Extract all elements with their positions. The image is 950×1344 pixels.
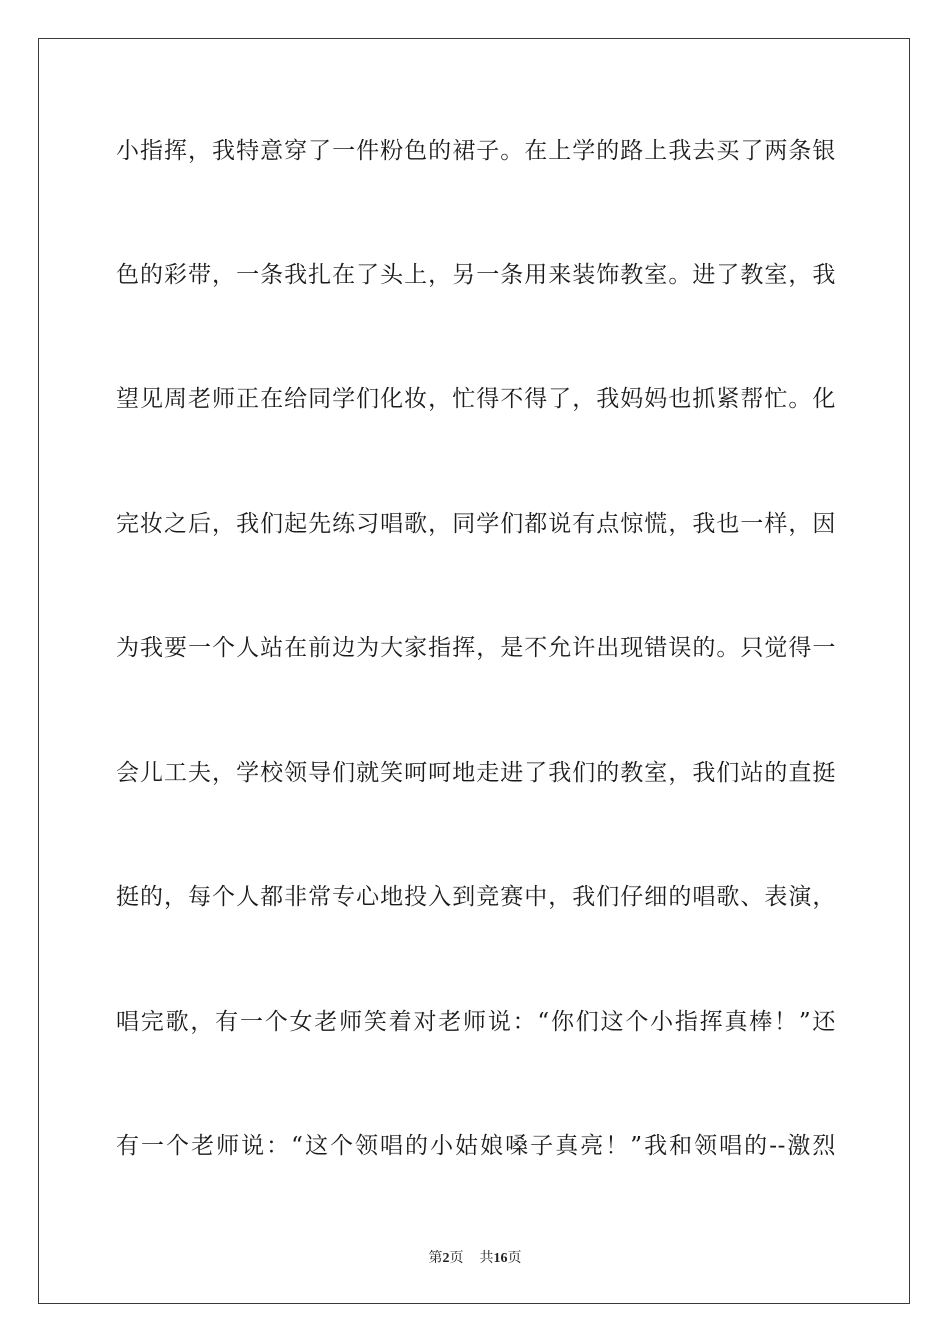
paragraph-line: 唱完歌，有一个女老师笑着对老师说：“你们这个小指挥真棒！”还 <box>116 1009 836 1035</box>
total-prefix: 共 <box>479 1250 494 1266</box>
page-total-number: 16 <box>493 1251 508 1266</box>
paragraph-line: 有一个老师说：“这个领唱的小姑娘嗓子真亮！”我和领唱的--激烈 <box>116 1133 836 1159</box>
paragraph-line: 挺的，每个人都非常专心地投入到竞赛中，我们仔细的唱歌、表演， <box>116 884 836 910</box>
paragraph-line: 会儿工夫，学校领导们就笑呵呵地走进了我们的教室，我们站的直挺 <box>116 760 836 786</box>
page-border <box>38 38 910 1304</box>
paragraph-line: 色的彩带，一条我扎在了头上，另一条用来装饰教室。进了教室，我 <box>116 262 836 288</box>
total-suffix: 页 <box>507 1250 522 1266</box>
paragraph-line: 为我要一个人站在前边为大家指挥，是不允许出现错误的。只觉得一 <box>116 635 836 661</box>
page-current-number: 2 <box>442 1251 450 1266</box>
paragraph-line: 小指挥，我特意穿了一件粉色的裙子。在上学的路上我去买了两条银 <box>116 138 836 164</box>
paragraph-line: 望见周老师正在给同学们化妆，忙得不得了，我妈妈也抓紧帮忙。化 <box>116 386 836 412</box>
page-footer <box>0 1247 950 1267</box>
page-suffix: 页 <box>449 1250 464 1266</box>
paragraph-line: 完妆之后，我们起先练习唱歌，同学们都说有点惊慌，我也一样，因 <box>116 511 836 537</box>
page-prefix: 第 <box>428 1250 443 1266</box>
